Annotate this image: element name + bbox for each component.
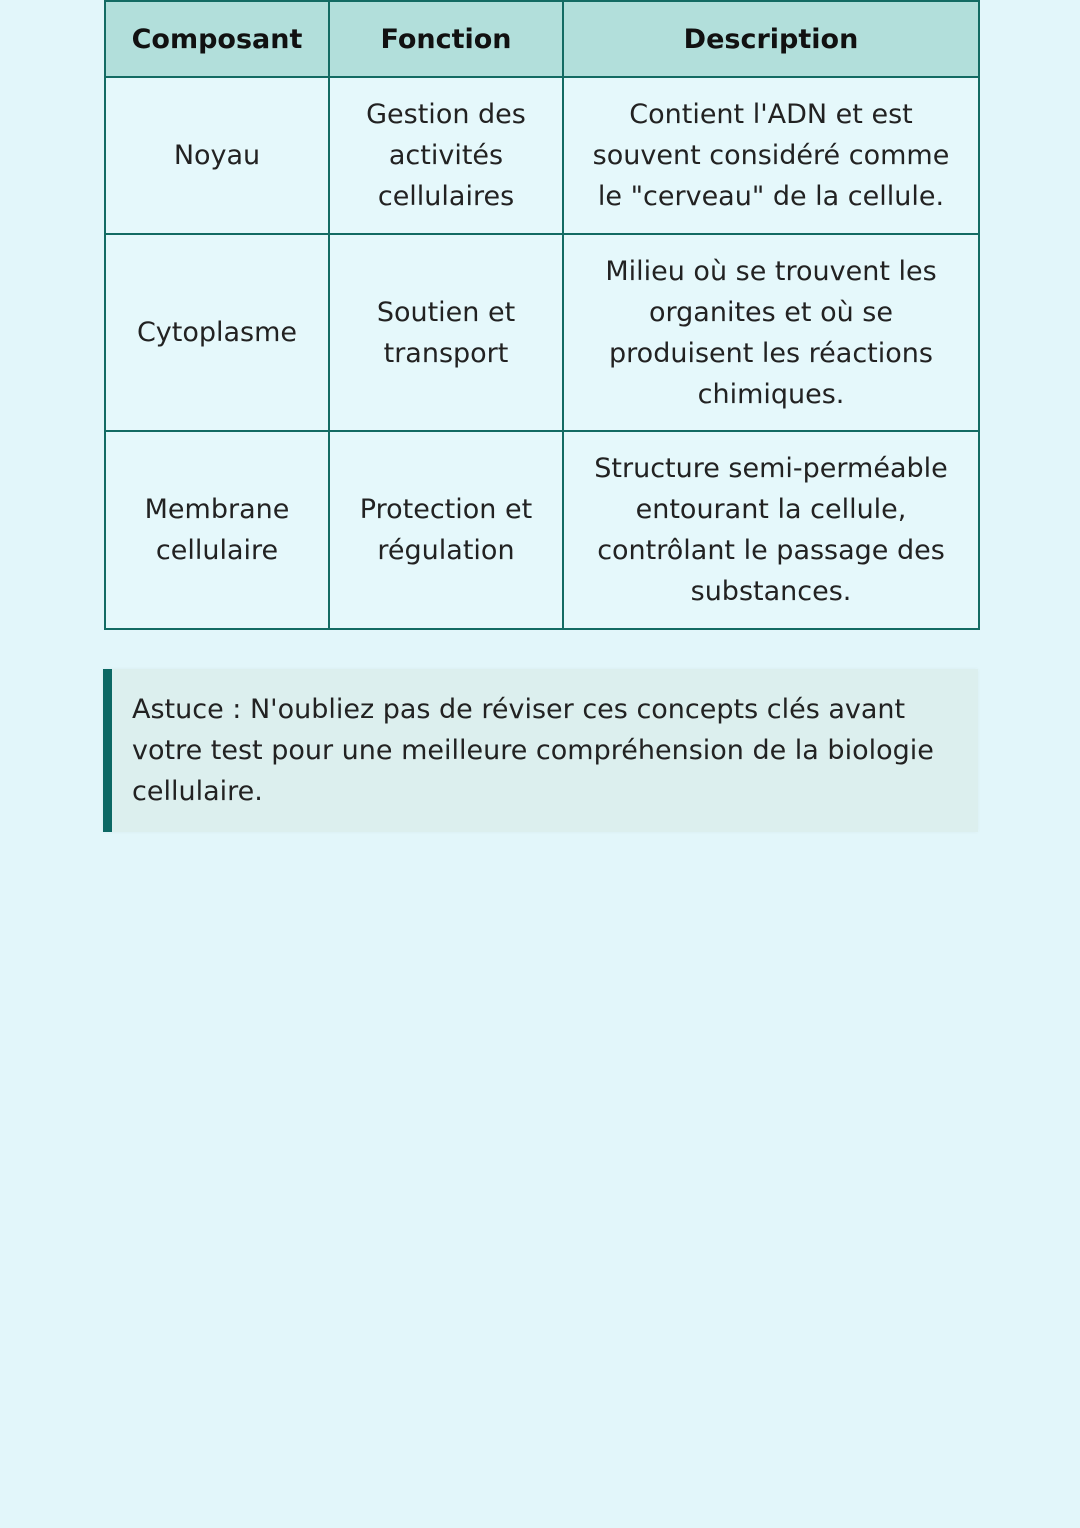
table-row [105, 77, 979, 234]
table-header [105, 1, 979, 77]
cell-fonction: Soutien et transport [329, 234, 563, 431]
cell-description: Structure semi-perméable entourant la cellule, contrôlant le passage des substances. [563, 431, 979, 629]
cell-fonction: Gestion des activités cellulaires [329, 77, 563, 234]
table-header-row [105, 1, 979, 77]
cell-composant: Membrane cellulaire [105, 431, 329, 629]
cell-composant: Noyau [105, 77, 329, 234]
header-composant: Composant [105, 1, 329, 77]
table-row [105, 431, 979, 629]
tip-callout [103, 669, 978, 832]
table-row [105, 234, 979, 431]
cell-composant: Cytoplasme [105, 234, 329, 431]
tip-text: Astuce : N'oubliez pas de réviser ces concepts clés avant votre test pour une meilleure compréhension de la biologie cellulaire. [132, 694, 934, 807]
cell-fonction: Protection et régulation [329, 431, 563, 629]
cell-description: Contient l'ADN et est souvent considéré comme le "cerveau" de la cellule. [563, 77, 979, 234]
table-body [105, 77, 979, 629]
cell-description: Milieu où se trouvent les organites et où se produisent les réactions chimiques. [563, 234, 979, 431]
header-fonction: Fonction [329, 1, 563, 77]
header-description: Description [563, 1, 979, 77]
cell-components-table [104, 0, 980, 630]
